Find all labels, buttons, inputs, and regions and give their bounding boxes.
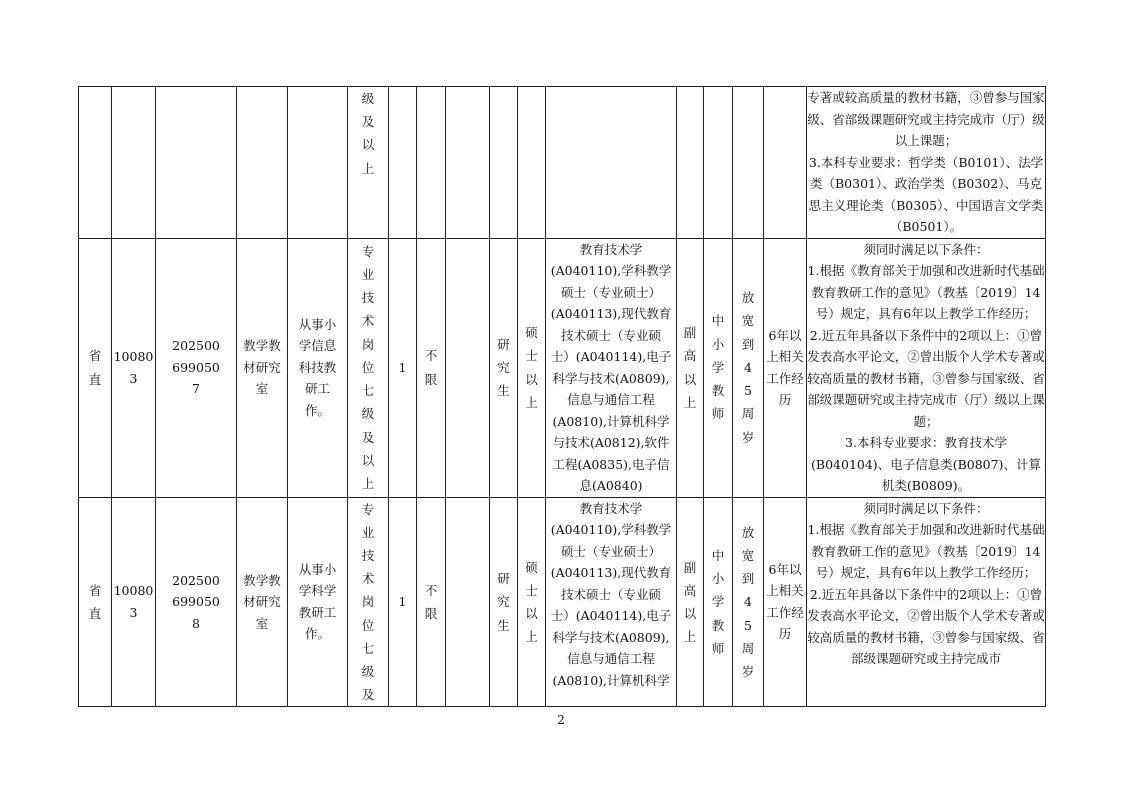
duties-cell: 从事小学信息科技教研工作。 (288, 238, 348, 497)
department-cell: 教学教材研究室 (237, 238, 288, 497)
degree-cell (518, 87, 546, 239)
major-line: 硕士（专业硕士） (560, 543, 661, 559)
major-cell (546, 238, 677, 497)
degree-cell: 硕士以上 (518, 497, 546, 707)
condition-line: 须同时满足以下条件： (863, 500, 989, 516)
gender-cell: 不限 (417, 497, 446, 707)
age-cell: 放宽到45周岁 (733, 497, 764, 707)
count-cell: 1 (389, 497, 417, 707)
conditions-cell (807, 497, 1046, 707)
other-cell (446, 87, 490, 239)
major-line: 士）(A040114),电子 (550, 349, 672, 364)
post-type-cell: 专业技术岗位七级及 (348, 497, 389, 707)
experience-cell: 6年以上相关工作经历 (764, 238, 807, 497)
degree-cell: 硕士以上 (518, 238, 546, 497)
duties-cell: 从事小学科学教研工作。 (288, 497, 348, 707)
region-cell: 省直 (79, 497, 112, 707)
table-row (79, 87, 1046, 239)
other-cell (446, 497, 490, 707)
major-cell (546, 87, 677, 239)
post-type-cell: 专业技术岗位七级及以上 (348, 238, 389, 497)
experience-cell: 6年以上相关工作经历 (764, 497, 807, 707)
condition-line: 专著或较高质量的教材书籍，③曾参与国家级、省部级课题研究或主持完成市（厅）级以上课题； (807, 90, 1045, 148)
major-line: 教育技术学 (579, 500, 643, 516)
major-line: 科学与技术(A0809), (552, 370, 670, 386)
table-row (79, 238, 1046, 497)
conditions-cell (807, 87, 1046, 239)
major-line: 息(A0840) (579, 478, 643, 493)
major-line: (A040113),现代教育 (550, 306, 672, 321)
major-line: (A040110),学科教学 (550, 263, 672, 278)
major-line: 信息与通信工程 (567, 392, 655, 407)
major-line: 士）(A040114),电子 (550, 608, 672, 623)
education-cell: 研究生 (490, 497, 518, 707)
gender-cell: 不限 (417, 238, 446, 497)
unit-code-cell: 100803 (112, 238, 156, 497)
major-cell (546, 497, 677, 707)
major-line: 信息与通信工程 (567, 651, 655, 666)
education-cell (490, 87, 518, 239)
title-cell: 副高以上 (677, 497, 704, 707)
major-line: (A040110),学科教学 (550, 522, 672, 537)
unit-code-cell: 100803 (112, 497, 156, 707)
title-cell (677, 87, 704, 239)
region-cell (79, 87, 112, 239)
education-cell: 研究生 (490, 238, 518, 497)
condition-line: 3.本科专业要求：教育技术学(B040104)、电子信息类(B0807)、计算机类(B0809)。 (811, 435, 1041, 493)
major-line: 技术硕士（专业硕 (560, 327, 661, 343)
department-cell (237, 87, 288, 239)
count-cell: 1 (389, 238, 417, 497)
count-cell (389, 87, 417, 239)
duties-cell (288, 87, 348, 239)
other-cell (446, 238, 490, 497)
page-number: 2 (557, 712, 565, 727)
post-code-cell: 2025006990507 (156, 238, 237, 497)
condition-line: 1.根据《教育部关于加强和改进新时代基础教育教研工作的意见》（教基〔2019〕14号）规定，具有6年以上教学工作经历； (807, 522, 1045, 580)
major-line: 与技术(A0812),软件 (552, 435, 670, 450)
experience-cell (764, 87, 807, 239)
major-line: 技术硕士（专业硕 (560, 586, 661, 602)
major-line: 科学与技术(A0809), (552, 629, 670, 645)
post-code-cell: 2025006990508 (156, 497, 237, 707)
table-row (79, 497, 1046, 707)
condition-line: 3.本科专业要求：哲学类（B0101）、法学类（B0301）、政治学类（B0302）、马克思主义理论类（B0305）、中国语言文学类（B0501）。 (808, 154, 1044, 234)
conditions-cell (807, 238, 1046, 497)
condition-line: 须同时满足以下条件： (863, 241, 989, 257)
field-cell (704, 87, 733, 239)
title-cell: 副高以上 (677, 238, 704, 497)
post-type-cell: 级及以上 (348, 87, 389, 239)
region-cell: 省直 (79, 238, 112, 497)
major-line: 教育技术学 (579, 241, 643, 257)
condition-line: 2.近五年具备以下条件中的2项以上：①曾发表高水平论文，②曾出版个人学术专著或较高质量的教材书籍，③曾参与国家级、省部级课题研究或主持完成市 (807, 586, 1045, 666)
unit-code-cell (112, 87, 156, 239)
major-line: (A0810),计算机科学 (552, 672, 670, 688)
condition-line: 2.近五年具备以下条件中的2项以上：①曾发表高水平论文，②曾出版个人学术专著或较高质量的教材书籍，③曾参与国家级、省部级课题研究或主持完成市（厅）级以上课题； (807, 327, 1045, 429)
major-line: (A0810),计算机科学 (552, 413, 670, 429)
age-cell: 放宽到45周岁 (733, 238, 764, 497)
recruitment-table (78, 86, 1046, 707)
field-cell: 中小学教师 (704, 497, 733, 707)
age-cell (733, 87, 764, 239)
gender-cell (417, 87, 446, 239)
major-line: (A040113),现代教育 (550, 565, 672, 580)
major-line: 硕士（专业硕士） (560, 284, 661, 300)
major-line: 工程(A0835),电子信 (552, 456, 670, 472)
condition-line: 1.根据《教育部关于加强和改进新时代基础教育教研工作的意见》（教基〔2019〕14号）规定，具有6年以上教学工作经历； (807, 263, 1045, 321)
field-cell: 中小学教师 (704, 238, 733, 497)
department-cell: 教学教材研究室 (237, 497, 288, 707)
post-code-cell (156, 87, 237, 239)
